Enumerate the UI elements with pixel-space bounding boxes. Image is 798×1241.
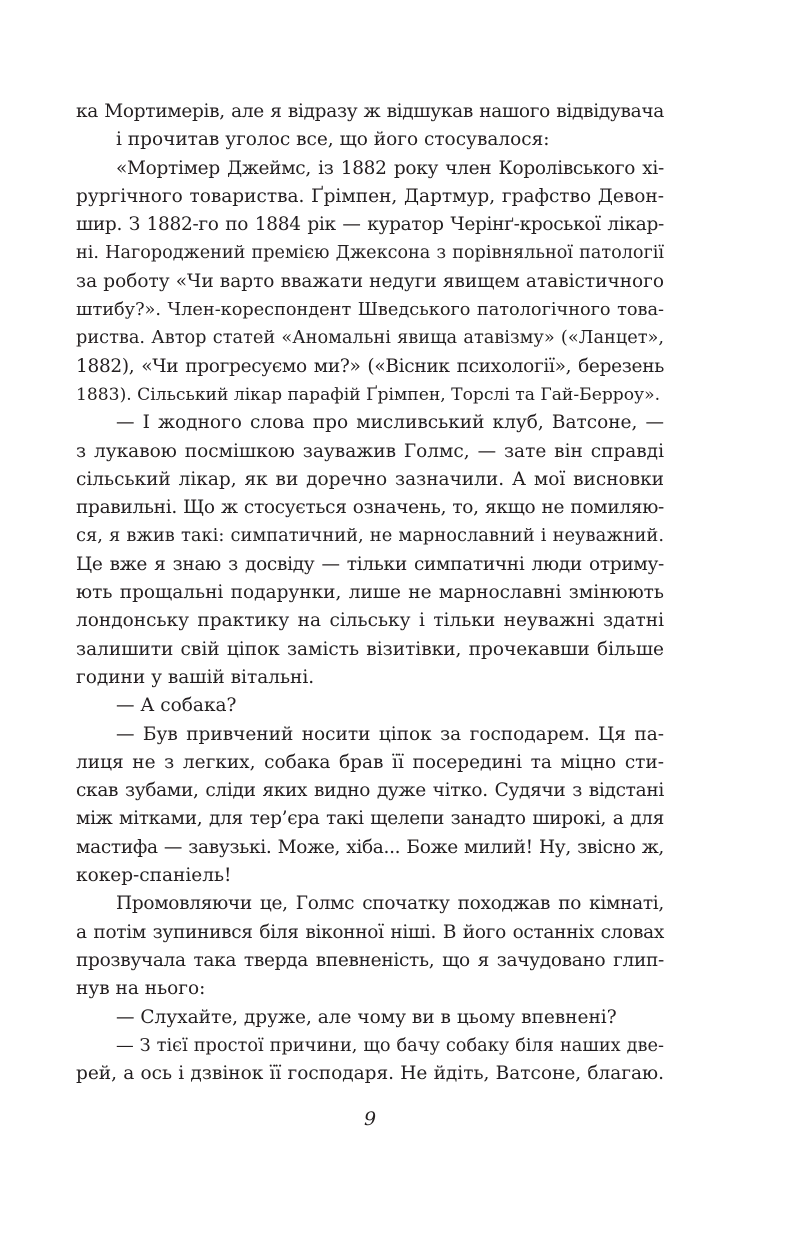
text-line: Промовляючи це, Голмс спочатку походжав по кімнаті, bbox=[116, 893, 664, 915]
text-line: з лукавою посмішкою зауважив Голмс, — зате він справді bbox=[76, 440, 664, 462]
text-line: лиця не з легких, собака брав її посередині та міцно сти- bbox=[76, 751, 664, 773]
text-line: ка Мортимерів, але я відразу ж відшукав нашого відвідувача bbox=[76, 101, 664, 122]
text-line: — І жодного слова про мисливський клуб, Ватсоне, — bbox=[116, 412, 664, 434]
text-line: залишити свій ціпок замість візитівки, прочекавши більше bbox=[76, 638, 664, 660]
page-number: 9 bbox=[363, 1108, 377, 1130]
text-line: ють прощальні подарунки, лише не марнославні змінюють bbox=[76, 582, 664, 604]
text-line: кокер-спаніель! bbox=[76, 865, 232, 887]
text-line: а потім зупинився біля віконної ніші. В його останніх словах bbox=[76, 921, 664, 943]
text-line: ні. Нагороджений премією Джексона з порівняльної патології bbox=[76, 243, 664, 264]
text-line: — Слухайте, друже, але чому ви в цьому впевнені? bbox=[116, 1006, 617, 1028]
text-line: скав зубами, сліди яких видно дуже чітко. Судячи з відстані bbox=[76, 780, 664, 802]
text-line: лондонську практику на сільську і тільки неуважні здатні bbox=[76, 610, 664, 632]
text-line: — З тієї простої причини, що бачу собаку біля наших две- bbox=[116, 1035, 664, 1056]
text-line: і прочитав уголос все, що його стосувалося: bbox=[116, 129, 550, 151]
text-line: — Був привчений носити ціпок за господарем. Ця па- bbox=[116, 723, 664, 745]
page-body-text bbox=[76, 98, 664, 1088]
text-line: рей, а ось і дзвінок її господаря. Не йдіть, Ватсоне, благаю. bbox=[76, 1063, 664, 1085]
text-line: штибу?». Член-кореспондент Шведського патологічного това- bbox=[76, 300, 664, 321]
text-line: шир. З 1882-го по 1884 рік — куратор Черінґ-кроської лікар- bbox=[76, 214, 664, 236]
text-line: нув на нього: bbox=[76, 978, 206, 1000]
text-line: риства. Автор статей «Аномальні явища атавізму» («Ланцет», bbox=[76, 328, 664, 349]
text-line: Це вже я знаю з досвіду — тільки симпатичні люди отриму- bbox=[76, 553, 664, 575]
text-line: прозвучала така тверда впевненість, що я зачудовано глип- bbox=[76, 949, 664, 971]
text-line: рургічного товариства. Ґрімпен, Дартмур, графство Девон- bbox=[76, 185, 664, 207]
text-line: ся, я вжив такі: симпатичний, не марнославний і неуважний. bbox=[76, 525, 664, 547]
text-line: між мітками, для тер’єра такі щелепи занадто широкі, а для bbox=[76, 808, 664, 830]
text-line: — А собака? bbox=[116, 695, 237, 717]
text-line: мастифа — завузькі. Може, хіба... Боже милий! Ну, звісно ж, bbox=[76, 836, 664, 858]
text-line: сільський лікар, як ви доречно зазначили. А мої висновки bbox=[76, 468, 664, 490]
text-line: «Мортімер Джеймс, із 1882 року член Королівського хі- bbox=[116, 157, 664, 179]
text-line: правильні. Що ж стосується означень, то, якщо не помиляю- bbox=[76, 497, 664, 519]
text-line: 1882), «Чи прогресуємо ми?» («Вісник психології», березень bbox=[76, 355, 664, 377]
text-line: 1883). Сільський лікар парафій Ґрімпен, Торслі та Гай-Берроу». bbox=[76, 384, 661, 405]
text-line: години у вашій вітальні. bbox=[76, 666, 315, 688]
text-line: за роботу «Чи варто вважати недуги явищем атавістичного bbox=[76, 270, 664, 292]
